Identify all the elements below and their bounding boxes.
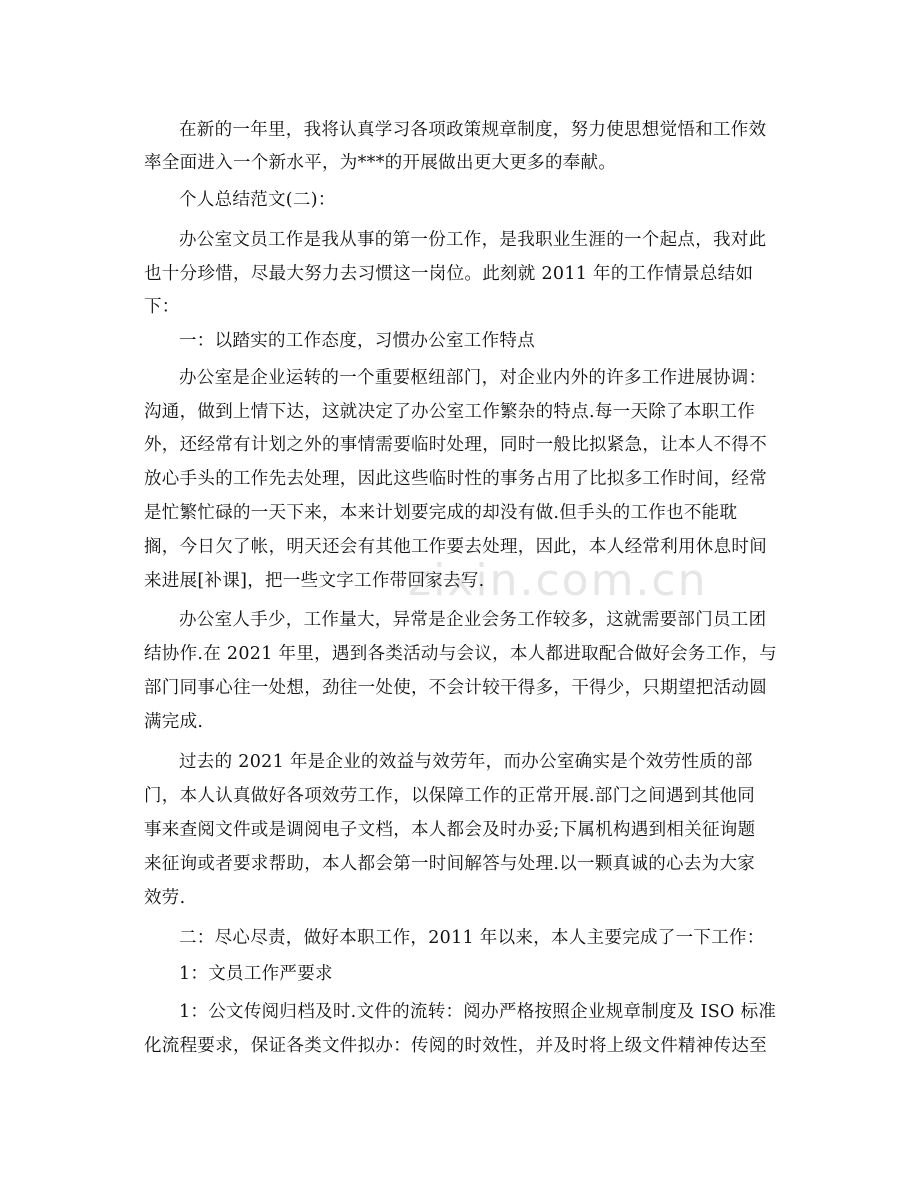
watermark: zixin.com.cn (408, 555, 708, 606)
section-heading: 个人总结范文(二)： (179, 190, 336, 210)
paragraph-line: 下： (144, 297, 180, 317)
paragraph-line: 门，本人认真做好各项效劳工作，以保障工作的正常开展.部门之间遇到其他同 (144, 786, 756, 806)
paragraph-line: 部门同事心往一处想，劲往一处使，不会计较干得多，干得少，只期望把活动圆 (144, 678, 767, 698)
paragraph-line: 过去的 2021 年是企业的效益与效劳年，而办公室确实是个效劳性质的部 (179, 752, 753, 772)
paragraph-line: 率全面进入一个新水平，为***的开展做出更大更多的奉献。 (144, 153, 617, 173)
paragraph-line: 化流程要求，保证各类文件拟办：传阅的时效性，并及时将上级文件精神传达至 (144, 1036, 767, 1056)
section-heading: 一：以踏实的工作态度，习惯办公室工作特点 (179, 331, 535, 351)
paragraph-line: 结协作.在 2021 年里，遇到各类活动与会议，本人都进取配合做好会务工作，与 (144, 644, 777, 664)
paragraph-line: 搁，今日欠了帐，明天还会有其他工作要去处理，因此，本人经常利用休息时间 (144, 537, 767, 557)
subsection-heading: 1：文员工作严要求 (179, 964, 333, 984)
paragraph-line: 办公室是企业运转的一个重要枢纽部门，对企业内外的许多工作进展协调： (179, 368, 767, 388)
paragraph-line: 在新的一年里，我将认真学习各项政策规章制度，努力使思想觉悟和工作效 (179, 120, 767, 140)
paragraph-line: 是忙繁忙碌的一天下来，本来计划要完成的却没有做.但手头的工作也不能耽 (144, 503, 738, 523)
paragraph-line: 办公室文员工作是我从事的第一份工作，是我职业生涯的一个起点，我对此 (179, 230, 767, 250)
paragraph-line: 满完成. (144, 712, 204, 732)
paragraph-line: 沟通，做到上情下达，这就决定了办公室工作繁杂的特点.每一天除了本职工作 (144, 402, 756, 422)
paragraph-line: 事来查阅文件或是调阅电子文档，本人都会及时办妥;下属机构遇到相关征询题 (144, 820, 756, 840)
section-heading: 二：尽心尽责，做好本职工作，2011 年以来，本人主要完成了一下工作： (179, 928, 765, 948)
paragraph-line: 办公室人手少，工作量大，异常是企业会务工作较多，这就需要部门员工团 (179, 610, 767, 630)
paragraph-line: 放心手头的工作先去处理，因此这些临时性的事务占用了比拟多工作时间，经常 (144, 469, 767, 489)
paragraph-line: 来进展[补课]，把一些文字工作带回家去写. (144, 571, 485, 591)
paragraph-line: 效劳. (144, 888, 186, 908)
paragraph-line: 外，还经常有计划之外的事情需要临时处理，同时一般比拟紧急，让本人不得不 (144, 435, 767, 455)
paragraph-line: 也十分珍惜，尽最大努力去习惯这一岗位。此刻就 2011 年的工作情景总结如 (144, 264, 754, 284)
paragraph-line: 来征询或者要求帮助，本人都会第一时间解答与处理.以一颗真诚的心去为大家 (144, 854, 756, 874)
paragraph-line: 1：公文传阅归档及时.文件的流转：阅办严格按照企业规章制度及 ISO 标准 (179, 1002, 777, 1022)
